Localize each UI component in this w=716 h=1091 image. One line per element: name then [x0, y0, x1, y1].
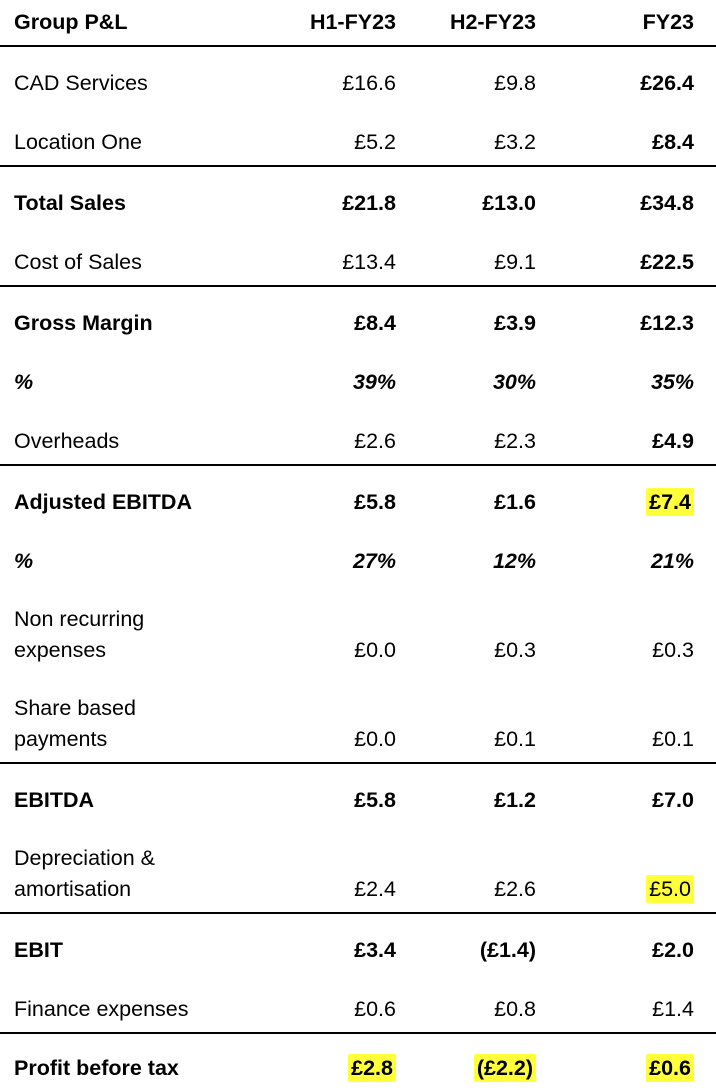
- cell-fy: £4.9: [652, 429, 694, 453]
- highlight-mark: £2.8: [348, 1054, 396, 1082]
- row-label-text: Non recurring expenses: [14, 607, 145, 662]
- cell-fy: £1.4: [652, 997, 694, 1021]
- cell-fy: [536, 1033, 694, 1091]
- cell-h1: £13.4: [342, 250, 396, 274]
- row-ebitda-percent: [0, 525, 716, 584]
- cell-h2: £13.0: [396, 166, 536, 226]
- cell-h2: 12%: [492, 549, 536, 573]
- cell-h2: £0.3: [494, 638, 536, 662]
- row-cost-of-sales: [0, 226, 716, 286]
- row-ebit: [0, 913, 716, 973]
- cell-fy: £2.0: [536, 913, 694, 973]
- row-label: [0, 673, 240, 763]
- row-gross-margin-percent: [0, 346, 716, 405]
- row-label: %: [14, 549, 34, 573]
- cell-h1: £0.0: [354, 727, 396, 751]
- cell-h2: £3.9: [396, 286, 536, 346]
- row-non-recurring-expenses: [0, 584, 716, 673]
- header-fy23: FY23: [536, 0, 694, 46]
- row-share-based-payments: [0, 673, 716, 763]
- row-ebitda: [0, 763, 716, 823]
- cell-fy: £22.5: [640, 250, 694, 274]
- cell-h2: [396, 1033, 536, 1091]
- cell-h1: £2.6: [354, 429, 396, 453]
- cell-h1: 27%: [352, 549, 396, 573]
- row-total-sales: [0, 166, 716, 226]
- row-overheads: [0, 405, 716, 465]
- highlight-mark: £0.6: [646, 1054, 694, 1082]
- cell-h2: £2.6: [494, 877, 536, 901]
- cell-fy: £12.3: [536, 286, 694, 346]
- row-label: Profit before tax: [0, 1033, 240, 1091]
- row-gross-margin: [0, 286, 716, 346]
- header-row: [0, 0, 716, 46]
- row-cad-services: [0, 46, 716, 106]
- cell-h2: 30%: [492, 370, 536, 394]
- cell-h1: £0.6: [354, 997, 396, 1021]
- row-label: %: [14, 370, 34, 394]
- header-label: Group P&L: [0, 0, 240, 46]
- row-label: EBIT: [0, 913, 240, 973]
- cell-fy: £7.0: [536, 763, 694, 823]
- cell-h2: £9.1: [494, 250, 536, 274]
- cell-h1: £0.0: [354, 638, 396, 662]
- cell-fy: [536, 465, 694, 525]
- cell-h1: £8.4: [240, 286, 396, 346]
- cell-h1: £16.6: [342, 71, 396, 95]
- cell-h2: £3.2: [494, 130, 536, 154]
- cell-h2: £1.6: [396, 465, 536, 525]
- cell-fy: £0.1: [652, 727, 694, 751]
- cell-h2: £0.1: [494, 727, 536, 751]
- cell-fy: £26.4: [640, 71, 694, 95]
- cell-fy: £34.8: [536, 166, 694, 226]
- cell-h2: (£1.4): [396, 913, 536, 973]
- header-h2-fy23: H2-FY23: [396, 0, 536, 46]
- row-label: Gross Margin: [0, 286, 240, 346]
- row-label: CAD Services: [14, 71, 148, 95]
- row-label-text: Share based payments: [14, 696, 136, 751]
- row-adjusted-ebitda: [0, 465, 716, 525]
- row-finance-expenses: [0, 973, 716, 1033]
- row-label: Total Sales: [0, 166, 240, 226]
- cell-fy: [536, 823, 694, 913]
- cell-h1: £2.4: [354, 877, 396, 901]
- cell-h1: 39%: [352, 370, 396, 394]
- cell-fy: £8.4: [652, 130, 694, 154]
- highlight-mark: £7.4: [646, 488, 694, 516]
- cell-h1: £5.2: [354, 130, 396, 154]
- cell-h1: £5.8: [240, 465, 396, 525]
- highlight-mark: (£2.2): [474, 1054, 536, 1082]
- row-label: EBITDA: [0, 763, 240, 823]
- cell-h2: £1.2: [396, 763, 536, 823]
- row-profit-before-tax: [0, 1033, 716, 1091]
- cell-h1: [240, 1033, 396, 1091]
- row-label: Cost of Sales: [14, 250, 142, 274]
- cell-h2: £0.8: [494, 997, 536, 1021]
- row-label: [0, 584, 240, 673]
- row-label: [0, 823, 240, 913]
- header-h1-fy23: H1-FY23: [240, 0, 396, 46]
- row-label: Adjusted EBITDA: [0, 465, 240, 525]
- cell-h1: £3.4: [240, 913, 396, 973]
- row-label: Overheads: [14, 429, 120, 453]
- cell-fy: 21%: [650, 549, 694, 573]
- row-label-text: Depreciation & amortisation: [14, 846, 156, 901]
- cell-fy: 35%: [650, 370, 694, 394]
- row-depreciation-amortisation: [0, 823, 716, 913]
- row-location-one: [0, 106, 716, 166]
- row-label: Location One: [14, 130, 142, 154]
- cell-h1: £5.8: [240, 763, 396, 823]
- row-label: Finance expenses: [14, 997, 189, 1021]
- highlight-mark: £5.0: [646, 875, 694, 903]
- cell-h2: £9.8: [494, 71, 536, 95]
- cell-h2: £2.3: [494, 429, 536, 453]
- cell-h1: £21.8: [240, 166, 396, 226]
- cell-fy: £0.3: [652, 638, 694, 662]
